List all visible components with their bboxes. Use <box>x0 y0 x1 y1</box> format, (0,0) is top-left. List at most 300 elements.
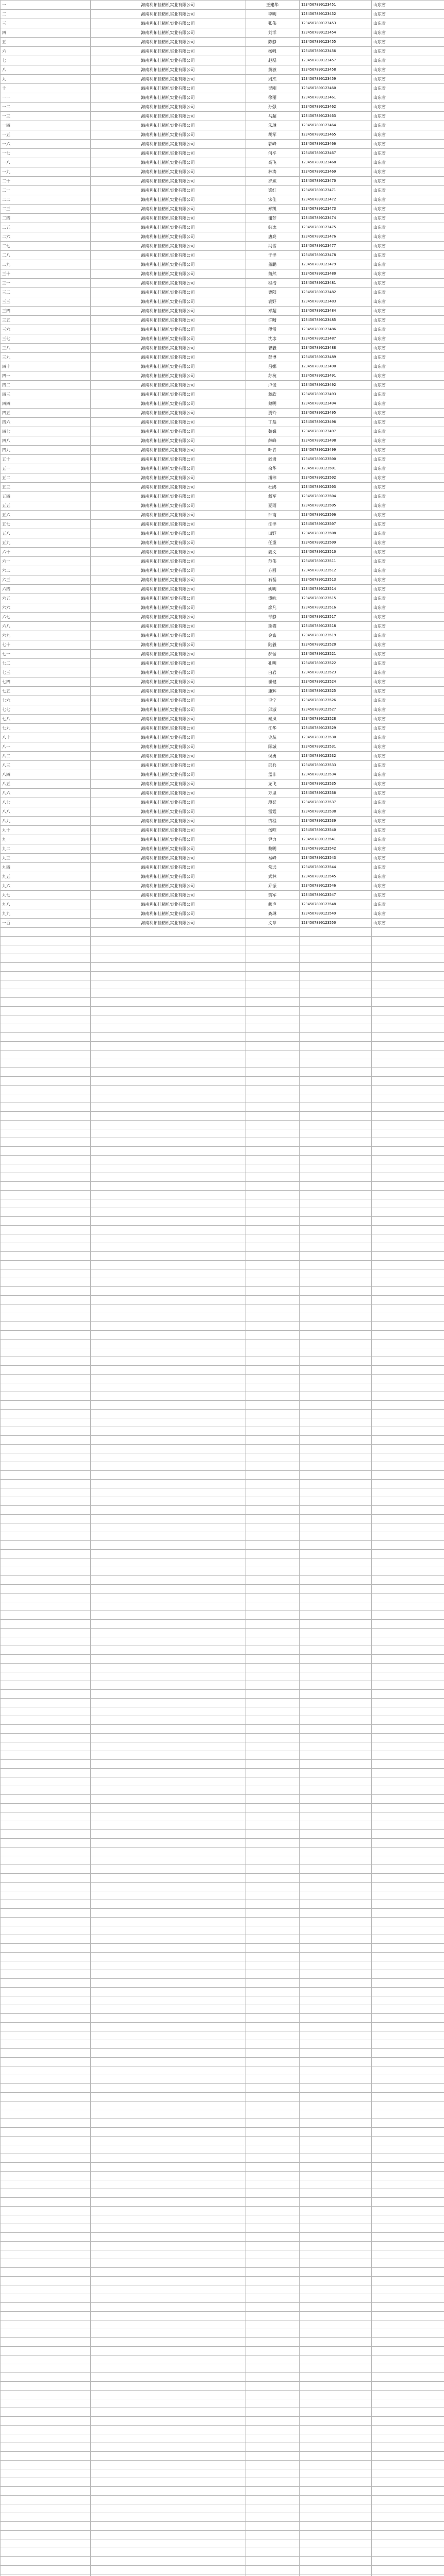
seq-cell: 五一 <box>1 464 91 473</box>
id-number-cell: 1234567890123500 <box>300 455 372 464</box>
empty-row <box>1 2093 444 2102</box>
category-cell <box>372 1068 444 1077</box>
seq-cell: 九一 <box>1 835 91 844</box>
seq-cell: 四二 <box>1 381 91 390</box>
empty-row <box>1 1900 444 1909</box>
seq-cell <box>1 2180 91 2189</box>
category-cell: 山东省 <box>372 715 444 724</box>
id-number-cell <box>300 1655 372 1664</box>
category-cell: 山东省 <box>372 84 444 93</box>
category-cell <box>372 1865 444 1874</box>
category-cell: 山东省 <box>372 631 444 640</box>
id-number-cell <box>300 1077 372 1086</box>
id-number-cell <box>300 1620 372 1629</box>
company-cell: 海南利拓佳精机实业有限公司 <box>91 38 245 47</box>
name-cell <box>245 954 300 963</box>
name-cell <box>245 1077 300 1086</box>
company-cell <box>91 1024 245 1033</box>
seq-cell <box>1 1375 91 1383</box>
name-cell <box>245 2461 300 2469</box>
empty-row <box>1 1331 444 1340</box>
id-number-cell: 1234567890123550 <box>300 919 372 928</box>
id-number-cell <box>300 1226 372 1234</box>
name-cell <box>245 2093 300 2102</box>
category-cell <box>372 2391 444 2399</box>
category-cell <box>372 1401 444 1410</box>
company-cell: 海南利拓佳精机实业有限公司 <box>91 640 245 650</box>
category-cell <box>372 1883 444 1891</box>
seq-cell: 十 <box>1 84 91 93</box>
company-cell <box>91 2066 245 2075</box>
empty-row <box>1 1086 444 1094</box>
seq-cell: 三十 <box>1 269 91 279</box>
category-cell <box>372 1147 444 1156</box>
empty-row <box>1 2382 444 2391</box>
company-cell: 海南利拓佳精机实业有限公司 <box>91 103 245 112</box>
seq-cell: 三四 <box>1 307 91 316</box>
name-cell: 陆毅 <box>245 640 300 650</box>
empty-row <box>1 1296 444 1304</box>
seq-cell <box>1 928 91 937</box>
table-row <box>1 473 444 483</box>
company-cell <box>91 1269 245 1278</box>
id-number-cell: 1234567890123451 <box>300 1 372 10</box>
name-cell: 吕娜 <box>245 362 300 371</box>
name-cell <box>245 2154 300 2163</box>
name-cell: 袁野 <box>245 297 300 307</box>
empty-row <box>1 2522 444 2531</box>
name-cell <box>245 1602 300 1611</box>
category-cell <box>372 1226 444 1234</box>
name-cell <box>245 1392 300 1401</box>
id-number-cell: 1234567890123548 <box>300 900 372 909</box>
company-cell: 海南利拓佳精机实业有限公司 <box>91 214 245 223</box>
table-row <box>1 603 444 613</box>
table-row <box>1 334 444 344</box>
company-cell <box>91 1944 245 1953</box>
seq-cell: 五 <box>1 38 91 47</box>
category-cell: 山东省 <box>372 492 444 501</box>
table-row <box>1 38 444 47</box>
company-cell <box>91 1926 245 1935</box>
company-cell <box>91 1839 245 1848</box>
id-number-cell: 1234567890123483 <box>300 297 372 307</box>
empty-row <box>1 1156 444 1164</box>
category-cell <box>372 980 444 989</box>
company-cell: 海南利拓佳精机实业有限公司 <box>91 585 245 594</box>
company-cell <box>91 1953 245 1961</box>
id-number-cell: 1234567890123486 <box>300 325 372 334</box>
seq-cell <box>1 1979 91 1988</box>
company-cell <box>91 2399 245 2408</box>
name-cell <box>245 989 300 998</box>
category-cell: 山东省 <box>372 548 444 557</box>
category-cell: 山东省 <box>372 733 444 742</box>
company-cell <box>91 1103 245 1112</box>
empty-row <box>1 2180 444 2189</box>
category-cell <box>372 2522 444 2531</box>
seq-cell <box>1 1173 91 1182</box>
id-number-cell: 1234567890123535 <box>300 779 372 789</box>
category-cell <box>372 2102 444 2110</box>
id-number-cell <box>300 1979 372 1988</box>
empty-row <box>1 2320 444 2329</box>
seq-cell <box>1 1094 91 1103</box>
id-number-cell <box>300 2189 372 2198</box>
category-cell <box>372 1918 444 1926</box>
company-cell <box>91 1988 245 1996</box>
company-cell: 海南利拓佳精机实业有限公司 <box>91 307 245 316</box>
seq-cell <box>1 2522 91 2531</box>
seq-cell <box>1 2066 91 2075</box>
id-number-cell: 1234567890123475 <box>300 223 372 232</box>
seq-cell: 九二 <box>1 844 91 854</box>
seq-cell <box>1 2355 91 2364</box>
company-cell <box>91 1410 245 1418</box>
seq-cell: 五七 <box>1 520 91 529</box>
id-number-cell <box>300 1961 372 1970</box>
seq-cell: 八三 <box>1 761 91 770</box>
category-cell <box>372 1970 444 1979</box>
category-cell <box>372 1532 444 1541</box>
company-cell <box>91 2277 245 2285</box>
name-cell: 于洋 <box>245 251 300 260</box>
seq-cell <box>1 1585 91 1594</box>
id-number-cell <box>300 1707 372 1716</box>
company-cell: 海南利拓佳精机实业有限公司 <box>91 399 245 409</box>
name-cell <box>245 2303 300 2312</box>
company-cell: 海南利拓佳精机实业有限公司 <box>91 279 245 288</box>
id-number-cell: 1234567890123477 <box>300 242 372 251</box>
category-cell <box>372 1077 444 1086</box>
company-cell <box>91 2075 245 2084</box>
category-cell <box>372 937 444 945</box>
company-cell <box>91 2443 245 2452</box>
table-row <box>1 779 444 789</box>
empty-row <box>1 2075 444 2084</box>
company-cell <box>91 1961 245 1970</box>
name-cell <box>245 1287 300 1296</box>
empty-row <box>1 1453 444 1462</box>
seq-cell <box>1 2040 91 2049</box>
category-cell: 山东省 <box>372 511 444 520</box>
empty-row <box>1 1699 444 1707</box>
category-cell <box>372 1436 444 1445</box>
empty-row <box>1 1909 444 1918</box>
category-cell <box>372 1287 444 1296</box>
seq-cell: 六 <box>1 47 91 56</box>
id-number-cell <box>300 2145 372 2154</box>
name-cell <box>245 928 300 937</box>
table-row <box>1 566 444 575</box>
category-cell <box>372 1550 444 1558</box>
company-cell <box>91 1015 245 1024</box>
category-cell <box>372 1900 444 1909</box>
category-cell <box>372 1585 444 1594</box>
category-cell <box>372 2478 444 2487</box>
table-row <box>1 167 444 177</box>
company-cell: 海南利拓佳精机实业有限公司 <box>91 752 245 761</box>
name-cell <box>245 1629 300 1637</box>
company-cell <box>91 998 245 1007</box>
empty-row <box>1 1348 444 1357</box>
name-cell <box>245 2277 300 2285</box>
name-cell: 蒋欣 <box>245 390 300 399</box>
id-number-cell <box>300 1348 372 1357</box>
id-number-cell <box>300 1488 372 1497</box>
empty-row <box>1 2487 444 2496</box>
table-row <box>1 84 444 93</box>
empty-row <box>1 1269 444 1278</box>
id-number-cell: 1234567890123521 <box>300 650 372 659</box>
name-cell <box>245 1436 300 1445</box>
name-cell <box>245 2066 300 2075</box>
company-cell <box>91 1199 245 1208</box>
empty-row <box>1 1234 444 1243</box>
name-cell <box>245 1690 300 1699</box>
name-cell: 毛宁 <box>245 696 300 705</box>
category-cell: 山东省 <box>372 650 444 659</box>
table-row <box>1 807 444 817</box>
name-cell: 贺军 <box>245 891 300 900</box>
company-cell: 海南利拓佳精机实业有限公司 <box>91 316 245 325</box>
id-number-cell <box>300 954 372 963</box>
seq-cell: 四五 <box>1 409 91 418</box>
id-number-cell <box>300 1953 372 1961</box>
category-cell <box>372 2338 444 2347</box>
company-cell <box>91 1234 245 1243</box>
empty-row <box>1 1261 444 1269</box>
company-cell: 海南利拓佳精机实业有限公司 <box>91 177 245 186</box>
seq-cell: 九八 <box>1 900 91 909</box>
seq-cell <box>1 1944 91 1953</box>
id-number-cell <box>300 1331 372 1340</box>
category-cell <box>372 2434 444 2443</box>
empty-row <box>1 1436 444 1445</box>
seq-cell <box>1 2137 91 2145</box>
empty-row <box>1 1182 444 1191</box>
company-cell <box>91 1506 245 1515</box>
category-cell: 山东省 <box>372 75 444 84</box>
name-cell <box>245 1208 300 1217</box>
name-cell: 高飞 <box>245 158 300 167</box>
id-number-cell <box>300 2487 372 2496</box>
name-cell <box>245 1191 300 1199</box>
company-cell <box>91 2452 245 2461</box>
category-cell <box>372 1191 444 1199</box>
id-number-cell: 1234567890123505 <box>300 501 372 511</box>
company-cell: 海南利拓佳精机实业有限公司 <box>91 427 245 436</box>
empty-row <box>1 1760 444 1769</box>
category-cell <box>372 2224 444 2233</box>
seq-cell <box>1 1050 91 1059</box>
name-cell <box>245 1786 300 1795</box>
table-row <box>1 622 444 631</box>
seq-cell <box>1 2294 91 2303</box>
id-number-cell <box>300 1839 372 1848</box>
name-cell: 孟非 <box>245 770 300 779</box>
category-cell <box>372 2504 444 2513</box>
empty-row <box>1 954 444 963</box>
category-cell: 山东省 <box>372 47 444 56</box>
category-cell <box>372 2487 444 2496</box>
name-cell <box>245 1366 300 1375</box>
seq-cell <box>1 1322 91 1331</box>
seq-cell <box>1 1392 91 1401</box>
seq-cell: 六四 <box>1 585 91 594</box>
id-number-cell: 1234567890123504 <box>300 492 372 501</box>
id-number-cell <box>300 2329 372 2338</box>
company-cell: 海南利拓佳精机实业有限公司 <box>91 371 245 381</box>
empty-row <box>1 1199 444 1208</box>
empty-row <box>1 1383 444 1392</box>
company-cell <box>91 1050 245 1059</box>
seq-cell <box>1 1243 91 1252</box>
name-cell <box>245 1322 300 1331</box>
company-cell: 海南利拓佳精机实业有限公司 <box>91 483 245 492</box>
seq-cell <box>1 2198 91 2207</box>
table-row <box>1 56 444 65</box>
empty-row <box>1 1707 444 1716</box>
seq-cell <box>1 1357 91 1366</box>
company-cell <box>91 1243 245 1252</box>
category-cell <box>372 1007 444 1015</box>
seq-cell <box>1 2163 91 2172</box>
id-number-cell <box>300 2320 372 2329</box>
seq-cell <box>1 2154 91 2163</box>
table-row <box>1 659 444 668</box>
category-cell <box>372 2373 444 2382</box>
seq-cell <box>1 2487 91 2496</box>
seq-cell <box>1 1707 91 1716</box>
id-number-cell <box>300 2198 372 2207</box>
empty-row <box>1 963 444 972</box>
seq-cell <box>1 2233 91 2242</box>
company-cell <box>91 2189 245 2198</box>
category-cell <box>372 1646 444 1655</box>
company-cell <box>91 1891 245 1900</box>
company-cell: 海南利拓佳精机实业有限公司 <box>91 121 245 130</box>
empty-row <box>1 2110 444 2119</box>
category-cell: 山东省 <box>372 56 444 65</box>
company-cell <box>91 2145 245 2154</box>
category-cell <box>372 1015 444 1024</box>
id-number-cell: 1234567890123498 <box>300 436 372 446</box>
empty-row <box>1 2137 444 2145</box>
name-cell <box>245 1979 300 1988</box>
table-row <box>1 900 444 909</box>
empty-row <box>1 2312 444 2320</box>
category-cell: 山东省 <box>372 103 444 112</box>
seq-cell <box>1 2049 91 2058</box>
category-cell <box>372 1103 444 1112</box>
company-cell <box>91 2119 245 2128</box>
empty-row <box>1 1541 444 1550</box>
name-cell <box>245 2023 300 2031</box>
category-cell <box>372 1760 444 1769</box>
company-cell: 海南利拓佳精机实业有限公司 <box>91 409 245 418</box>
id-number-cell: 1234567890123526 <box>300 696 372 705</box>
seq-cell: 六七 <box>1 613 91 622</box>
name-cell <box>245 1331 300 1340</box>
seq-cell <box>1 1059 91 1068</box>
seq-cell: 六八 <box>1 622 91 631</box>
name-cell: 黄敏 <box>245 65 300 75</box>
category-cell: 山东省 <box>372 817 444 826</box>
name-cell <box>245 2478 300 2487</box>
seq-cell <box>1 1672 91 1681</box>
seq-cell <box>1 2110 91 2119</box>
id-number-cell <box>300 2277 372 2285</box>
id-number-cell <box>300 1278 372 1287</box>
seq-cell: 二 <box>1 10 91 19</box>
id-number-cell: 1234567890123540 <box>300 826 372 835</box>
company-cell: 海南利拓佳精机实业有限公司 <box>91 47 245 56</box>
id-number-cell: 1234567890123531 <box>300 742 372 752</box>
category-cell <box>372 2145 444 2154</box>
id-number-cell <box>300 2102 372 2110</box>
category-cell <box>372 1313 444 1322</box>
name-cell: 崔健 <box>245 677 300 687</box>
company-cell <box>91 2198 245 2207</box>
category-cell <box>372 1480 444 1488</box>
name-cell <box>245 1891 300 1900</box>
name-cell: 康辉 <box>245 687 300 696</box>
name-cell <box>245 2207 300 2215</box>
name-cell: 姜文 <box>245 548 300 557</box>
name-cell: 郑凯 <box>245 205 300 214</box>
name-cell <box>245 2399 300 2408</box>
seq-cell <box>1 989 91 998</box>
name-cell <box>245 2224 300 2233</box>
seq-cell: 八六 <box>1 789 91 798</box>
name-cell: 邓超 <box>245 307 300 316</box>
category-cell <box>372 2049 444 2058</box>
company-cell <box>91 1348 245 1357</box>
name-cell: 方圆 <box>245 566 300 575</box>
id-number-cell <box>300 1234 372 1243</box>
id-number-cell: 1234567890123476 <box>300 232 372 242</box>
company-cell <box>91 2531 245 2539</box>
empty-row <box>1 1488 444 1497</box>
name-cell: 潘玮 <box>245 473 300 483</box>
id-number-cell <box>300 2250 372 2259</box>
company-cell: 海南利拓佳精机实业有限公司 <box>91 891 245 900</box>
name-cell <box>245 1488 300 1497</box>
category-cell <box>372 1243 444 1252</box>
id-number-cell <box>300 1015 372 1024</box>
seq-cell: 九四 <box>1 863 91 872</box>
id-number-cell <box>300 1585 372 1594</box>
company-cell <box>91 2285 245 2294</box>
id-number-cell <box>300 1410 372 1418</box>
name-cell <box>245 1480 300 1488</box>
empty-row <box>1 2207 444 2215</box>
empty-row <box>1 1550 444 1558</box>
id-number-cell: 1234567890123456 <box>300 47 372 56</box>
table-row <box>1 19 444 28</box>
table-row <box>1 1 444 10</box>
seq-cell: 六六 <box>1 603 91 613</box>
company-cell <box>91 1427 245 1436</box>
seq-cell: 二五 <box>1 223 91 232</box>
empty-row <box>1 1418 444 1427</box>
table-row <box>1 789 444 798</box>
empty-row <box>1 2434 444 2443</box>
name-cell <box>245 1147 300 1156</box>
id-number-cell <box>300 2443 372 2452</box>
id-number-cell <box>300 2347 372 2355</box>
